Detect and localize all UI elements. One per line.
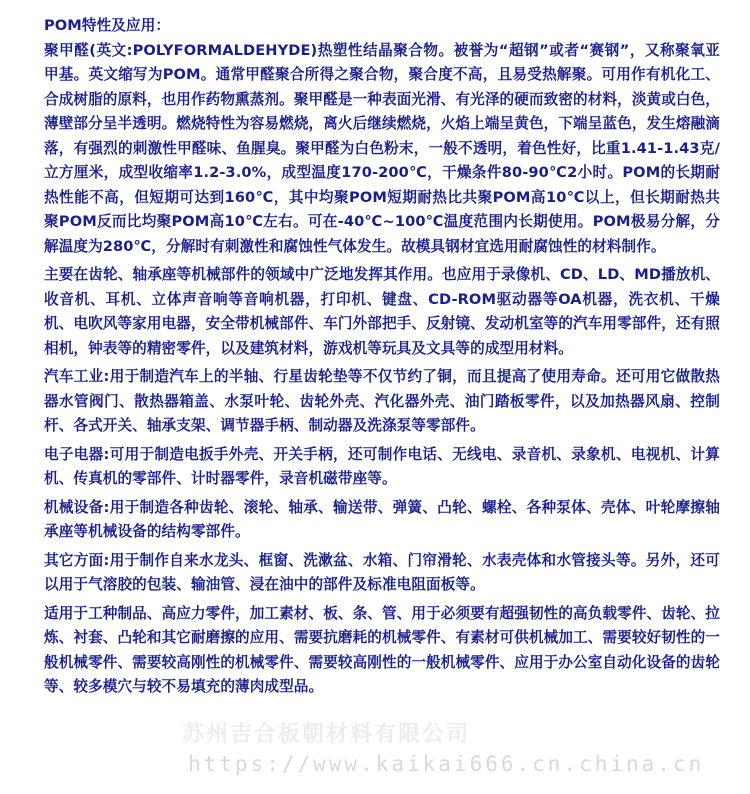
url-watermark: https://www.kaikai666.cn.china.cn (188, 752, 705, 776)
paragraph-machinery: 机械设备:用于制造各种齿轮、滚轮、轴承、输送带、弹簧、凸轮、螺栓、各种泵体、壳体、叶轮摩擦轴承座等机械设备的结构零部件。 (44, 498, 720, 540)
paragraph-main-uses: 主要在齿轮、轴承座等机械部件的领域中广泛地发挥其作用。也应用于录像机、CD、LD、MD播放机、收音机、耳机、立体声音响等音响机器，打印机、键盘、CD-ROM驱动器等OA机器，洗衣机、干燥机、电吹风等家用电器，安全带机械部件、车门外部把手、反射镜、发动机室等的汽车用零部件，还有照相机，钟表等的精密零件，以及建筑材料，游戏机等玩具及文具等的成型用材料。 (44, 266, 720, 357)
paragraph-automotive: 汽车工业:用于制造汽车上的半轴、行星齿轮垫等不仅节约了铜，而且提高了使用寿命。还可用它做散热器水管阀门、散热器箱盖、水泵叶轮、齿轮外壳、汽化器外壳、油门踏板零件，以及加热器风扇、控制杆、各式开关、轴承支架、调节器手柄、制动器及洗涤泵等零部件。 (44, 368, 720, 434)
paragraph-applications: 适用于工种制品、高应力零件，加工素材、板、条、管、用于必须要有超强韧性的高负载零件、齿轮、拉炼、衬套、凸轮和其它耐磨擦的应用、需要抗磨耗的机械零件、有素材可供机械加工、需要较好韧性的一般机械零件、需要较高刚性的机械零件、需要较高刚性的一般机械零件、应用于办公室自动化设备的齿轮等、较多模穴与较不易填充的薄肉成型品。 (44, 604, 720, 695)
paragraph-other: 其它方面:用于制作自来水龙头、框窗、洗漱盆、水箱、门帘滑轮、水表壳体和水管接头等。另外，还可以用于气溶胶的包装、输油管、浸在油中的部件及标准电阻面板等。 (44, 551, 720, 593)
document-body (44, 14, 720, 704)
document-title: POM特性及应用： (44, 17, 171, 34)
paragraph-intro: 聚甲醛(英文:POLYFORMALDEHYDE)热塑性结晶聚合物。被誉为“超钢”或者“赛钢”，又称聚氧亚甲基。英文缩写为POM。通常甲醛聚合所得之聚合物，聚合度不高，且易受热解聚。可用作有机化工、合成树脂的原料，也用作药物熏蒸剂。聚甲醛是一种表面光滑、有光泽的硬而致密的材料，淡黄或白色，薄壁部分呈半透明。燃烧特性为容易燃烧，离火后继续燃烧，火焰上端呈黄色，下端呈蓝色，发生熔融滴落，有强烈的刺激性甲醛味、鱼腥臭。聚甲醛为白色粉末，一般不透明，着色性好，比重1.41-1.43克/立方厘米，成型收缩率1.2-3.0%，成型温度170-200℃，干燥条件80-90℃2小时。POM的长期耐热性能不高，但短期可达到160℃，其中均聚POM短期耐热比共聚POM高10℃以上，但长期耐热共聚POM反而比均聚POM高10℃左右。可在-40℃~100℃温度范围内长期使用。POM极易分解，分解温度为280℃，分解时有刺激性和腐蚀性气体发生。故模具钢材宜选用耐腐蚀性的材料制作。 (44, 41, 720, 255)
paragraph-electronics: 电子电器:可用于制造电扳手外壳、开关手柄，还可制作电话、无线电、录音机、录象机、电视机、计算机、传真机的零部件、计时器零件，录音机磁带座等。 (44, 445, 720, 487)
company-watermark: 苏州吉合板朝材料有限公司 (182, 722, 471, 747)
